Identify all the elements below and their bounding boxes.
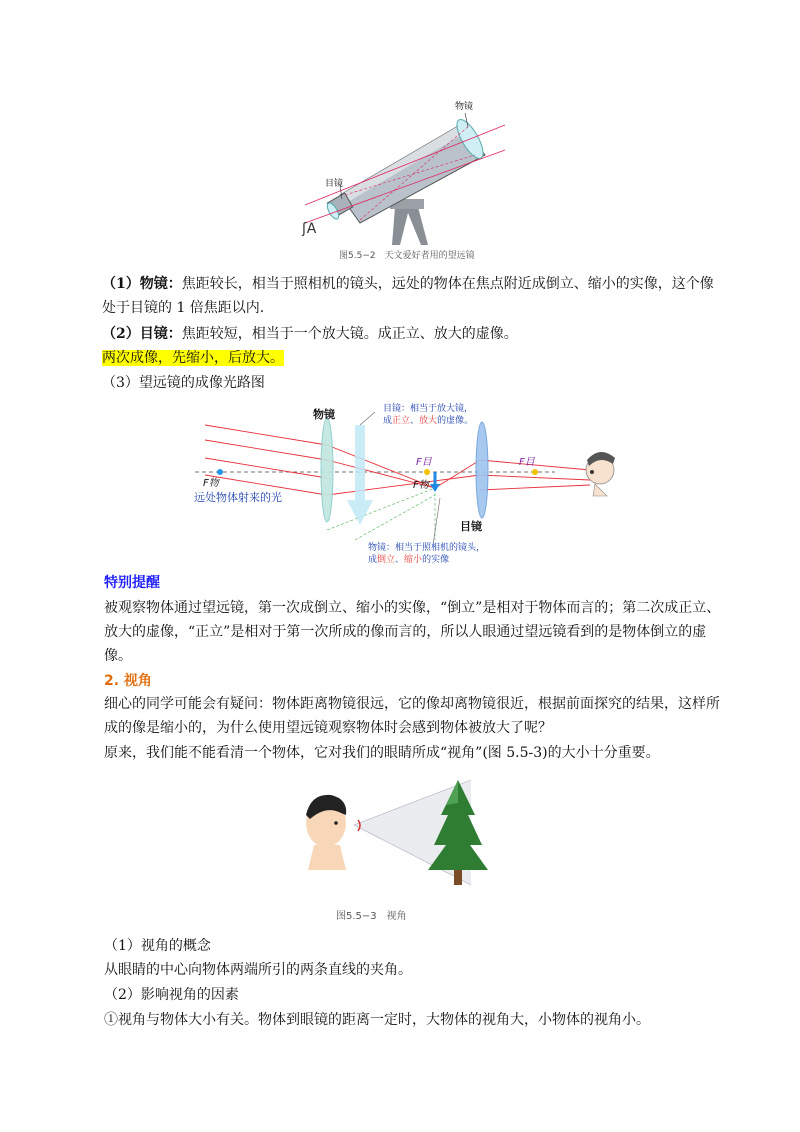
item-number: （1） (102, 276, 140, 292)
section2-para2: 原来，我们能不能看清一个物体，它对我们的眼睛所成“视角”(图 5.5-3)的大小十分重要。 (104, 745, 660, 761)
highlight-line (102, 346, 742, 370)
section2-para1: 细心的同学可能会有疑问：物体距离物镜很远，它的像却离物镜很近，根据前面探究的结果，这样所成的像是缩小的，为什么使用望远镜观察物体时会感到物体被放大了呢？ (104, 696, 720, 736)
fig2-eyepiece-label: 目镜 (460, 520, 482, 533)
concept-heading-2: （2）影响视角的因素 (104, 987, 239, 1003)
concept-text-1: 从眼睛的中心向物体两端所引的两条直线的夹角。 (104, 962, 412, 978)
objective-description (102, 272, 726, 320)
section2-title (104, 669, 744, 693)
objective-note-line1: 物镜：相当于照相机的镜头， (368, 543, 486, 553)
note-inverted: 倒立 (377, 555, 396, 565)
eyepiece-term: 目镜： (139, 326, 182, 342)
light-path-heading: （3）望远镜的成像光路图 (102, 375, 265, 391)
highlight-text: 两次成像，先缩小，后放大。 (102, 350, 284, 366)
eyepiece-note-line1: 目镜：相当于放大镜， (383, 404, 474, 414)
note-text: 、 (395, 555, 405, 565)
eyepiece-description (102, 322, 742, 346)
fig1-caption: 图5.5−2 天文爱好者用的望远镜 (339, 251, 475, 261)
fig1-objective-label: 物镜 (455, 102, 474, 112)
note-magnified: 放大 (419, 416, 438, 426)
concept-heading-1: （1）视角的概念 (104, 938, 211, 954)
eyepiece-text: 焦距较短，相当于一个放大镜。成正立、放大的虚像。 (181, 326, 518, 342)
fig2-objective-note (368, 542, 485, 566)
note-text: 成 (368, 555, 378, 565)
fig2-eyepiece-note (383, 403, 473, 427)
note-reduced: 缩小 (404, 555, 423, 565)
eyepiece-note-line2 (383, 415, 473, 427)
notice-title (104, 571, 744, 595)
f-eyepiece-right-label: F目 (519, 457, 535, 468)
svg-text:ʃA: ʃA (302, 221, 317, 237)
item-number: （2） (102, 326, 140, 342)
fig2-objective-label: 物镜 (313, 408, 335, 421)
note-text: 的实像 (422, 555, 450, 565)
section2-title-text: 2. 视角 (104, 673, 152, 689)
note-text: 成 (383, 416, 393, 426)
f-eyepiece-left-label: F目 (416, 457, 432, 468)
f-objective-left-label: F物 (203, 478, 219, 489)
note-text: 、 (410, 416, 420, 426)
note-upright: 正立 (392, 416, 411, 426)
objective-text: 焦距较长，相当于照相机的镜头，远处的物体在焦点附近成倒立、缩小的实像，这个像处于目镜的 1 倍焦距以内. (102, 276, 714, 316)
note-text: 的虚像。 (437, 416, 474, 426)
distant-light-label: 远处物体射来的光 (194, 491, 282, 504)
visual-angle-figure (296, 775, 511, 895)
objective-term: 物镜： (139, 276, 182, 292)
notice-title-text: 特别提醒 (104, 575, 160, 591)
notice-text: 被观察物体通过望远镜，第一次成倒立、缩小的实像，“倒立”是相对于物体而言的；第二次成正立、放大的虚像，“正立”是相对于第一次所成的像而言的，所以人眼通过望远镜看到的是物体倒立的虚像。 (104, 600, 721, 664)
f-objective-mid-label: F物 (413, 480, 429, 491)
telescope-figure (300, 95, 510, 245)
fig1-eyepiece-label: 目镜 (325, 179, 344, 189)
objective-note-line2 (368, 554, 485, 566)
fig3-caption: 图5.5−3 视角 (336, 911, 407, 922)
concept-text-2: ①视角与物体大小有关。物体到眼镜的距离一定时，大物体的视角大，小物体的视角小。 (104, 1012, 650, 1028)
